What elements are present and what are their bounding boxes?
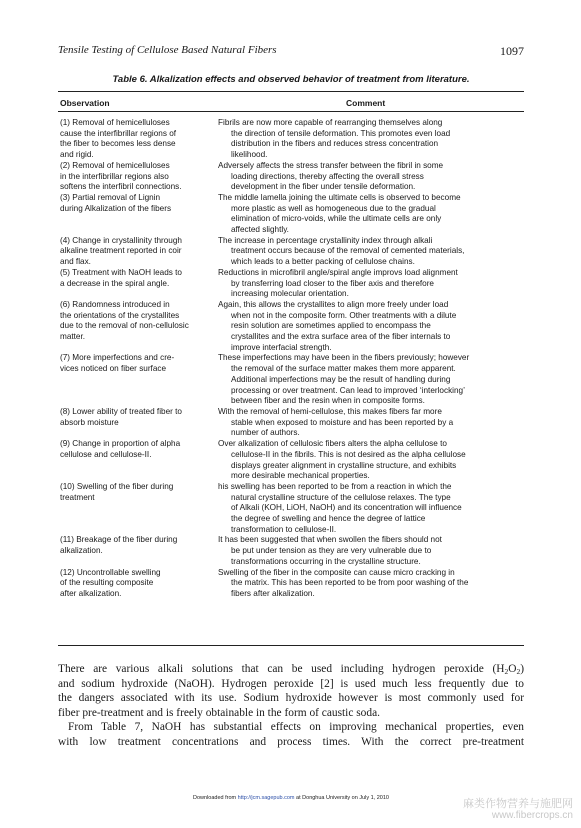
table-row [58, 535, 524, 567]
comment-cell [218, 535, 524, 567]
observation-cell [58, 118, 218, 161]
table-bottom-rule [58, 645, 524, 646]
comment-line: between fiber and the resin when in composite forms. [231, 396, 425, 406]
observation-line: the orientations of the crystallites [60, 310, 180, 320]
comment-line: natural crystalline structure of the cellulose relaxes. The type [231, 492, 451, 502]
observation-cell [58, 300, 218, 354]
body-text [58, 662, 524, 750]
observation-line: treatment [60, 492, 95, 502]
paragraph-1-line-1: There are various alkali solutions that can be used including hydrogen peroxide $(H_2O_2)$ [58, 663, 524, 676]
table-row [58, 300, 524, 354]
comment-line: resin solution are sometimes applied to encompass the [231, 321, 431, 331]
comment-line: Adversely affects the stress transfer between the fibril in some [218, 160, 444, 170]
comment-line: loading directions, thereby affecting the overall stress [231, 171, 424, 181]
observation-line: after alkalization. [60, 588, 122, 598]
comment-cell [218, 482, 524, 536]
observation-cell [58, 407, 218, 439]
comment-cell [218, 407, 524, 439]
paragraph-1-line: the dangers associated with its use. Sodium hydroxide however is most commonly used for [58, 692, 524, 705]
comment-cell [218, 439, 524, 482]
paragraph-2-line: with low treatment concentrations and process times. With the correct pre-treatment [58, 735, 524, 748]
comment-line: crystallites and the extra surface area of the fiber internals to [231, 332, 451, 342]
table-row [58, 161, 524, 193]
observation-cell [58, 568, 218, 600]
comment-line: fibers after alkalization. [231, 588, 315, 598]
comment-line: processing or over treatment. Can lead to improved ‘interlocking’ [231, 385, 465, 395]
comment-cell [218, 568, 524, 600]
comment-line: It has been suggested that when swollen the fibers should not [218, 535, 442, 545]
table-row [58, 353, 524, 407]
observation-line: and rigid. [60, 150, 94, 160]
comment-line: increasing molecular orientation. [231, 289, 349, 299]
observation-line: (11) Breakage of the fiber during [60, 535, 178, 545]
paragraph-2-line: From Table 7, NaOH has substantial effects on improving mechanical properties, even [68, 721, 524, 734]
table-body [58, 118, 524, 600]
observation-line: a decrease in the spiral angle. [60, 278, 170, 288]
comment-line: development in the fiber under tensile deformation. [231, 182, 416, 192]
comment-line: the matrix. This has been reported to be from poor washing of the [231, 578, 469, 588]
page-number: 1097 [500, 44, 524, 58]
comment-cell [218, 300, 524, 354]
comment-line: more desirable mechanical properties. [231, 471, 370, 481]
comment-line: transformation to cellulose-II. [231, 524, 337, 534]
comment-line: displays greater alignment in crystalline structure, and exhibits [231, 460, 457, 470]
table-row [58, 118, 524, 161]
comment-line: by transferring load closer to the fiber axis and therefore [231, 278, 434, 288]
comment-line: stable when exposed to moisture and has been reported by a [231, 417, 454, 427]
comment-cell [218, 268, 524, 300]
comment-line: his swelling has been reported to be from a reaction in which the [218, 481, 452, 491]
observation-line: softens the interfibril connections. [60, 182, 182, 192]
comment-line: The middle lamella joining the ultimate cells is observed to become [218, 192, 461, 202]
comment-line: number of authors. [231, 428, 300, 438]
comment-line: cellulose-II in the fibrils. This is not desired as the alpha cellulose [231, 449, 466, 459]
comment-line: improve interfacial strength. [231, 342, 332, 352]
observation-line: (5) Treatment with NaOH leads to [60, 267, 182, 277]
comment-line: treatment occurs because of the removal of cemented materials, [231, 246, 465, 256]
comment-line: the removal of the surface matter makes them more apparent. [231, 364, 456, 374]
table-row [58, 268, 524, 300]
comment-line: the direction of tensile deformation. This promotes even load [231, 128, 451, 138]
observation-cell [58, 439, 218, 482]
comment-line: These imperfections may have been in the fibers previously; however [218, 353, 470, 363]
observation-cell [58, 268, 218, 300]
comment-line: Fibrils are now more capable of rearranging themselves along [218, 118, 443, 127]
observation-line: due to the removal of non-cellulosic [60, 321, 189, 331]
comment-line: Additional imperfections may be the result of handling during [231, 374, 451, 384]
comment-line: Over alkalization of cellulosic fibers alters the alpha cellulose to [218, 439, 447, 449]
table-row [58, 193, 524, 236]
column-header-observation: Observation [60, 98, 110, 108]
observation-line: of the resulting composite [60, 578, 154, 588]
comment-line: more plastic as well as homogeneous due to the gradual [231, 203, 436, 213]
table-row [58, 236, 524, 268]
observation-line: matter. [60, 332, 86, 342]
observation-line: alkalization. [60, 546, 103, 556]
observation-line: cause the interfibrillar regions of [60, 128, 177, 138]
download-link[interactable]: http://jcm.sagepub.com [237, 795, 295, 801]
observation-line: in the interfibrillar regions also [60, 171, 169, 181]
observation-line: alkaline treatment reported in coir [60, 246, 182, 256]
observation-line: absorb moisture [60, 417, 119, 427]
comment-line: the degree of swelling and hence the degree of lattice [231, 514, 426, 524]
observation-line: (9) Change in proportion of alpha [60, 439, 181, 449]
comment-line: when not in the composite form. Other treatments with a dilute [231, 310, 457, 320]
table-row [58, 482, 524, 536]
table-row [58, 407, 524, 439]
comment-line: With the removal of hemi-cellulose, this makes fibers far more [218, 406, 442, 416]
table-row [58, 439, 524, 482]
observation-line: (10) Swelling of the fiber during [60, 481, 174, 491]
observation-cell [58, 236, 218, 268]
comment-cell [218, 193, 524, 236]
observation-line: cellulose and cellulose-II. [60, 449, 152, 459]
observation-line: (3) Partial removal of Lignin [60, 192, 161, 202]
table-top-rule [58, 91, 524, 92]
comment-line: likelihood. [231, 150, 268, 160]
download-notice: Downloaded from http://jcm.sagepub.com at Donghua University on July 1, 2010 [193, 795, 389, 801]
comment-line: elimination of micro-voids, while the ultimate cells are only [231, 214, 442, 224]
observation-line: (7) More imperfections and cre- [60, 353, 175, 363]
comment-line: Again, this allows the crystallites to align more freely under load [218, 299, 449, 309]
running-title: Tensile Testing of Cellulose Based Natural Fibers [58, 44, 277, 56]
observation-cell [58, 193, 218, 236]
comment-cell [218, 161, 524, 193]
observation-line: and flax. [60, 257, 91, 267]
observation-cell [58, 161, 218, 193]
observation-line: (12) Uncontrollable swelling [60, 567, 161, 577]
comment-line: The increase in percentage crystallinity index through alkali [218, 235, 433, 245]
comment-line: distribution in the fibers and reduces stress concentration [231, 139, 439, 149]
observation-line: (8) Lower ability of treated fiber to [60, 406, 182, 416]
observation-line: the fiber to becomes less dense [60, 139, 176, 149]
comment-cell [218, 353, 524, 407]
paragraph-1-line: fiber pre-treatment and is freely obtainable in the form of caustic soda. [58, 706, 380, 719]
paragraph-1-line: and sodium hydroxide (NaOH). Hydrogen peroxide [2] is used much less frequently due to [58, 677, 524, 690]
observation-cell [58, 482, 218, 536]
table-caption: Table 6. Alkalization effects and observed behavior of treatment from literature. [112, 74, 470, 85]
table-row [58, 568, 524, 600]
comment-line: transformations occurring in the crystalline structure. [231, 556, 421, 566]
table-header-rule [58, 111, 524, 112]
comment-line: be put under tension as they are very vulnerable due to [231, 546, 432, 556]
observation-line: (6) Randomness introduced in [60, 299, 170, 309]
observation-line: (2) Removal of hemicelluloses [60, 160, 170, 170]
watermark-chinese: 麻类作物营养与施肥网 [463, 797, 573, 810]
comment-line: of Alkali (KOH, LiOH, NaOH) and its concentration will influence [231, 503, 462, 513]
comment-line: Reductions in microfibril angle/spiral angle improvs load alignment [218, 267, 458, 277]
column-header-comment: Comment [346, 98, 386, 108]
observation-line: vices noticed on fiber surface [60, 364, 167, 374]
watermark-url: www.fibercrops.cn [491, 810, 573, 821]
comment-cell [218, 118, 524, 161]
comment-line: affected slightly. [231, 225, 289, 235]
comment-cell [218, 236, 524, 268]
observation-line: during Alkalization of the fibers [60, 203, 172, 213]
observation-line: (4) Change in crystallinity through [60, 235, 182, 245]
comment-line: which leads to a better packing of cellulose chains. [231, 257, 415, 267]
observation-cell [58, 535, 218, 567]
observation-cell [58, 353, 218, 407]
comment-line: Swelling of the fiber in the composite can cause micro cracking in [218, 567, 455, 577]
observation-line: (1) Removal of hemicelluloses [60, 118, 170, 127]
